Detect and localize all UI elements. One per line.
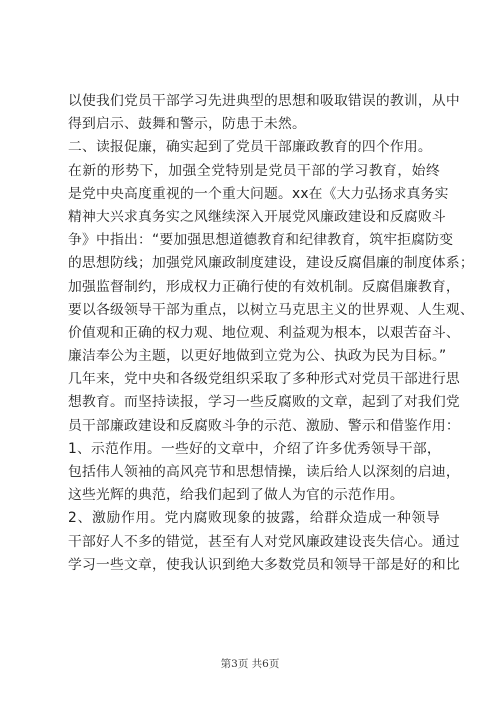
text-line: 干部好人不多的错觉，甚至有人对党风廉政建设丧失信心。通过 [68, 533, 460, 550]
text-line: 员干部廉政建设和反腐败斗争的示范、激励、警示和借鉴作用： [68, 417, 460, 434]
text-line: 加强监督制约，形成权力正确行使的有效机制。反腐倡廉教育， [68, 278, 460, 295]
text-line: 二、读报促廉，确实起到了党员干部廉政教育的四个作用。 [68, 139, 432, 156]
text-line: 争》中指出：“要加强思想道德教育和纪律教育，筑牢拒腐防变 [68, 232, 454, 249]
page-footer: 第3页 共6页 [220, 658, 280, 670]
text-line: 要以各级领导干部为重点，以树立马克思主义的世界观、人生观、 [68, 301, 474, 318]
document-body [68, 90, 474, 577]
text-line: 是党中央高度重视的一个重大问题。xx在《大力弘扬求真务实 [68, 185, 449, 202]
text-line: 得到启示、鼓舞和警示，防患于未然。 [68, 116, 306, 133]
text-line: 价值观和正确的权力观、地位观、利益观为根本，以艰苦奋斗、 [68, 324, 460, 341]
text-line: 学习一些文章，使我认识到绝大多数党员和领导干部是好的和比 [68, 556, 460, 573]
text-line: 廉洁奉公为主题，以更好地做到立党为公、执政为民为目标。” [68, 348, 447, 365]
text-line: 2、激励作用。党内腐败现象的披露，给群众造成一种领导 [68, 510, 440, 527]
text-line: 这些光辉的典范，给我们起到了做人为官的示范作用。 [68, 487, 404, 504]
text-line: 几年来，党中央和各级党组织采取了多种形式对党员干部进行思 [68, 371, 460, 388]
text-line: 在新的形势下，加强全党特别是党员干部的学习教育，始终 [68, 162, 440, 179]
text-line: 以使我们党员干部学习先进典型的思想和吸取错误的教训，从中 [68, 93, 460, 109]
text-line: 想教育。而坚持读报，学习一些反腐败的文章，起到了对我们党 [68, 394, 460, 411]
text-line: 精神大兴求真务实之风继续深入开展党风廉政建设和反腐败斗 [68, 208, 446, 225]
text-line: 包括伟人领袖的高风亮节和思想情操，读后给人以深刻的启迪， [68, 464, 460, 480]
text-line: 1、示范作用。一些好的文章中，介绍了许多优秀领导干部， [68, 440, 441, 457]
text-line: 的思想防线；加强党风廉政制度建设，建设反腐倡廉的制度体系； [68, 255, 474, 272]
